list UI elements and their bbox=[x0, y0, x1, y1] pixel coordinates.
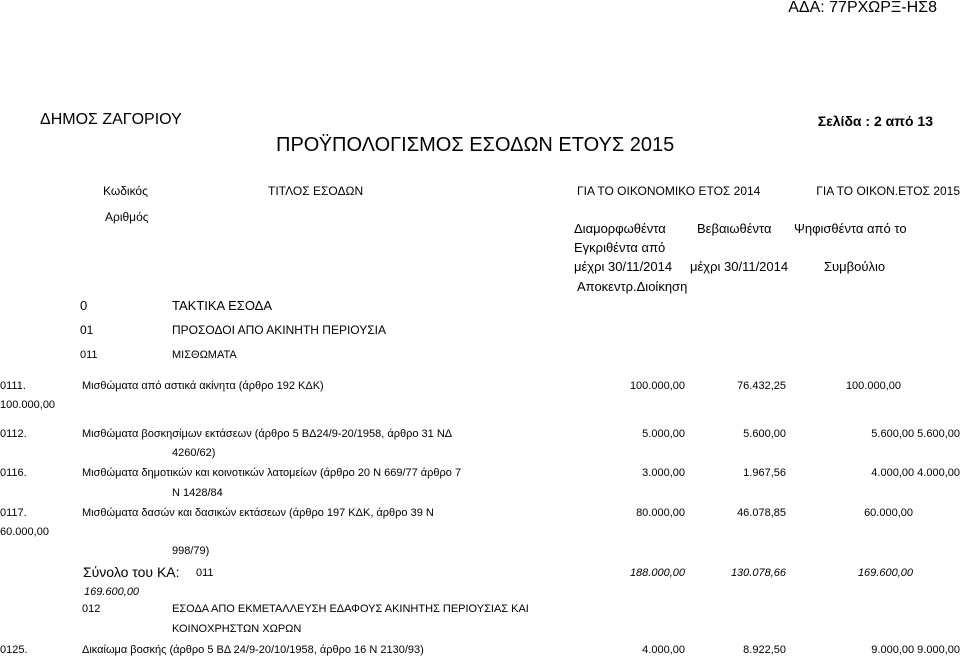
header-fy2015: ΓΙΑ ΤΟ ΟΙΚΟΝ.ΕΤΟΣ 2015 bbox=[816, 184, 960, 198]
header-certified-l1: Βεβαιωθέντα bbox=[697, 221, 772, 236]
category-title: ΕΣΟΔΑ ΑΠΟ ΕΚΜΕΤΑΛΛΕΥΣΗ ΕΔΑΦΟΥΣ ΑΚΙΝΗΤΗΣ ΠΕΡΙΟΥΣΙΑΣ ΚΑΙ bbox=[172, 603, 529, 615]
row-voted-amount-continued: 60.000,00 bbox=[0, 526, 49, 538]
category-code: 0 bbox=[80, 298, 88, 313]
row-formed-amount: 5.000,00 bbox=[642, 428, 685, 440]
row-certified-amount: 76.432,25 bbox=[737, 380, 786, 392]
row-code: 0125. bbox=[0, 644, 28, 656]
row-formed-amount: 3.000,00 bbox=[642, 467, 685, 479]
row-description-continued: Ν 1428/84 bbox=[172, 487, 223, 499]
row-code: 0112. bbox=[0, 428, 27, 440]
total-label: Σύνολο του ΚΑ: bbox=[83, 564, 180, 580]
row-voted-amount: 9.000,00 9.000,00 bbox=[871, 644, 960, 656]
header-code: Κωδικός bbox=[103, 184, 148, 198]
row-description-continued: 4260/62) bbox=[172, 447, 216, 459]
row-certified-amount: 1.967,56 bbox=[743, 467, 786, 479]
header-formed-l2: Εγκριθέντα από bbox=[574, 240, 666, 255]
row-certified-amount: 8.922,50 bbox=[743, 644, 786, 656]
header-fy2014: ΓΙΑ ΤΟ ΟΙΚΟΝΟΜΙΚΟ ΕΤΟΣ 2014 bbox=[577, 184, 761, 198]
row-description: Μισθώματα από αστικά ακίνητα (άρθρο 192 ΚΔΚ) bbox=[82, 380, 324, 392]
row-voted-amount-continued: 100.000,00 bbox=[0, 399, 56, 411]
header-voted-l1: Ψηφισθέντα από το bbox=[794, 221, 907, 236]
total-voted-amount: 169.600,00 bbox=[857, 567, 913, 579]
category-code: 01 bbox=[80, 323, 94, 337]
header-formed-l3: μέχρι 30/11/2014 bbox=[574, 259, 673, 274]
category-code: 012 bbox=[82, 603, 101, 615]
row-code: 0117. bbox=[0, 507, 27, 519]
total-certified-amount: 130.078,66 bbox=[730, 567, 786, 579]
row-code: 0111. bbox=[0, 380, 26, 392]
header-formed-l1: Διαμορφωθέντα bbox=[574, 221, 666, 236]
page-number: Σελίδα : 2 από 13 bbox=[817, 113, 933, 129]
row-description: Μισθώματα δημοτικών και κοινοτικών λατομείων (άρθρο 20 Ν 669/77 άρθρο 7 bbox=[82, 467, 462, 479]
row-formed-amount: 80.000,00 bbox=[636, 507, 685, 519]
row-voted-amount: 4.000,00 4.000,00 bbox=[871, 467, 960, 479]
row-description-continued: 998/79) bbox=[172, 545, 210, 557]
category-title: ΠΡΟΣΟΔΟΙ ΑΠΟ ΑΚΙΝΗΤΗ ΠΕΡΙΟΥΣΙΑ bbox=[172, 323, 387, 337]
header-number: Αριθμός bbox=[105, 210, 149, 224]
row-voted-amount: 5.600,00 5.600,00 bbox=[871, 428, 960, 440]
row-certified-amount: 46.078,85 bbox=[737, 507, 786, 519]
row-formed-amount: 4.000,00 bbox=[642, 644, 685, 656]
total-formed-amount: 188.000,00 bbox=[629, 567, 685, 579]
header-voted-l2: Συμβούλιο bbox=[824, 259, 886, 274]
category-title: ΜΙΣΘΩΜΑΤΑ bbox=[172, 349, 237, 361]
row-code: 0116. bbox=[0, 467, 27, 479]
category-title: ΤΑΚΤΙΚΑ ΕΣΟΔΑ bbox=[172, 298, 273, 313]
total-code: 011 bbox=[196, 567, 214, 579]
row-description: Μισθώματα βοσκησίμων εκτάσεων (άρθρο 5 ΒΔ24/9-20/1958, άρθρο 31 ΝΔ bbox=[82, 428, 453, 440]
category-code: 011 bbox=[80, 349, 98, 361]
row-description: Δικαίωμα βοσκής (άρθρο 5 ΒΔ 24/9-20/10/1958, άρθρο 16 Ν 2130/93) bbox=[82, 644, 424, 656]
header-revenue-title: ΤΙΤΛΟΣ ΕΣΟΔΩΝ bbox=[268, 184, 364, 198]
row-voted-amount: 60.000,00 bbox=[864, 507, 913, 519]
header-certified-l2: μέχρι 30/11/2014 bbox=[690, 259, 789, 274]
row-formed-amount: 100.000,00 bbox=[629, 380, 685, 392]
page-title: ΠΡΟΫΠΟΛΟΓΙΣΜΟΣ ΕΣΟΔΩΝ ΕΤΟΥΣ 2015 bbox=[276, 134, 675, 156]
total-voted-amount-continued: 169.600,00 bbox=[84, 586, 140, 598]
row-voted-amount: 100.000,00 bbox=[845, 380, 901, 392]
category-title-continued: ΚΟΙΝΟΧΡΗΣΤΩΝ ΧΩΡΩΝ bbox=[172, 623, 302, 635]
row-description: Μισθώματα δασών και δασικών εκτάσεων (άρθρο 197 ΚΔΚ, άρθρο 39 Ν bbox=[82, 507, 434, 519]
municipality-name: ΔΗΜΟΣ ΖΑΓΟΡΙΟΥ bbox=[40, 111, 182, 128]
ada-code: ΑΔΑ: 77ΡΧΩΡΞ-ΗΣ8 bbox=[788, 0, 937, 16]
row-certified-amount: 5.600,00 bbox=[743, 428, 786, 440]
header-formed-l4: Αποκεντρ.Διοίκηση bbox=[577, 279, 688, 294]
